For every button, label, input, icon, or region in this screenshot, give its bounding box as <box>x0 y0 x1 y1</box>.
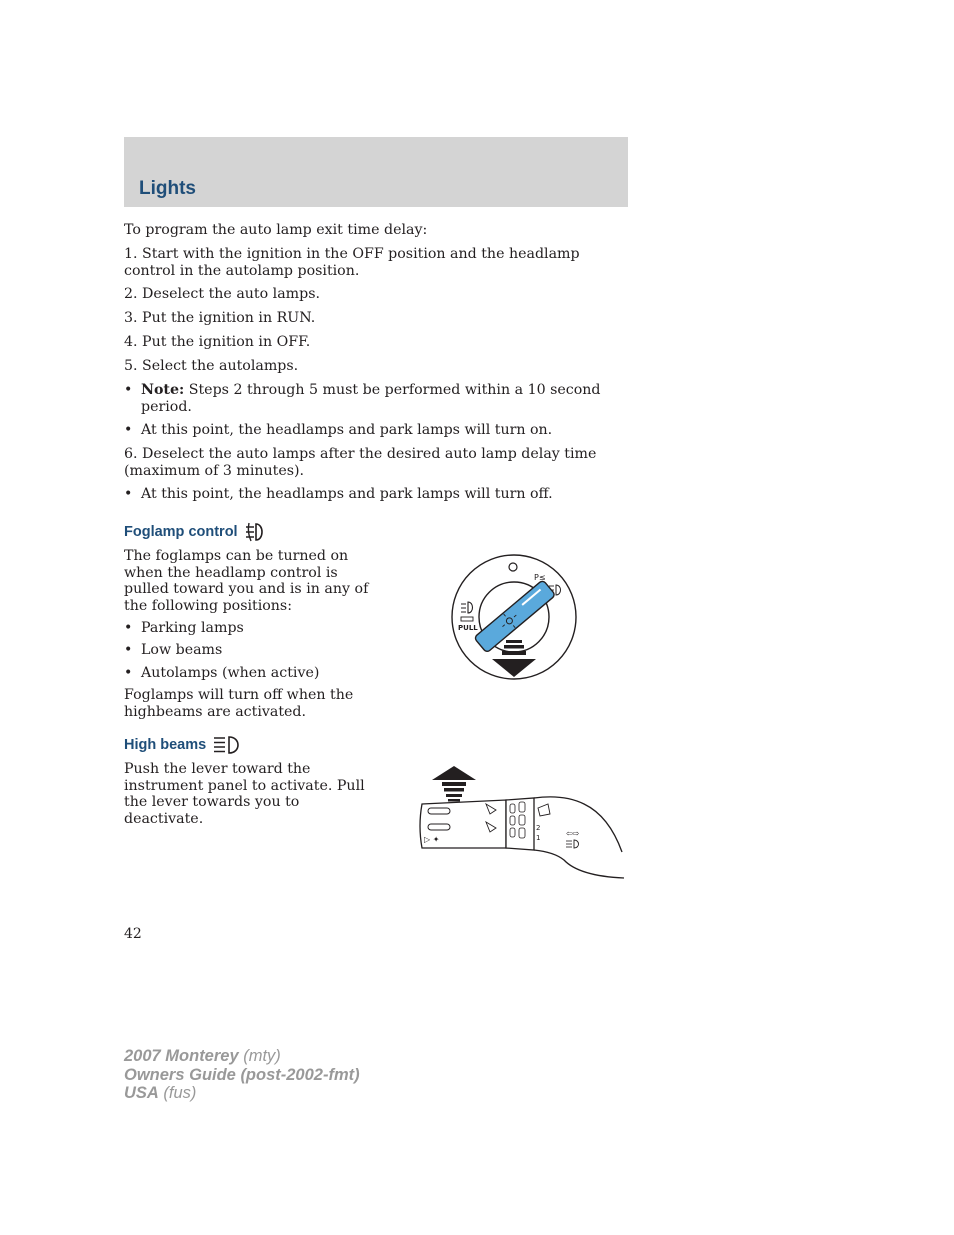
footer-line-2 <box>124 1066 360 1085</box>
footer-line-3 <box>124 1084 360 1103</box>
multifunction-lever-illustration <box>414 764 626 882</box>
bullet-dot: • <box>124 665 133 681</box>
intro-text: To program the auto lamp exit time delay: <box>124 222 428 238</box>
foglamp-heading <box>124 522 265 542</box>
step-5: 5. Select the autolamps. <box>124 358 299 374</box>
push-arrow-icon <box>432 766 476 802</box>
bullet-dot: • <box>124 486 133 502</box>
step-2: 2. Deselect the auto lamps. <box>124 286 320 302</box>
bullet-dot: • <box>124 382 133 398</box>
step-3: 3. Put the ignition in RUN. <box>124 310 316 326</box>
headlamp-dial-illustration <box>448 553 580 685</box>
step-6: 6. Deselect the auto lamps after the desired auto lamp delay time (maximum of 3 minutes). <box>124 446 597 479</box>
footer-model-code: (mty) <box>238 1047 281 1065</box>
bullet-dot: • <box>124 642 133 658</box>
lamps-on-bullet: At this point, the headlamps and park lamps will turn on. <box>141 422 553 438</box>
svg-text:P≤: P≤ <box>534 573 546 582</box>
foglamp-heading-text: Foglamp control <box>124 524 238 540</box>
foglamp-paragraph: The foglamps can be turned on when the headlamp control is pulled toward you and is in any of the following positions: <box>124 548 369 614</box>
bullet-dot: • <box>124 620 133 636</box>
svg-text:▷ ✦: ▷ ✦ <box>424 835 440 844</box>
header-band <box>124 137 628 207</box>
section-title: Lights <box>139 178 196 199</box>
lever-mark-1: 1 <box>536 834 541 842</box>
footer-region-code: (fus) <box>158 1084 197 1102</box>
note-text: Steps 2 through 5 must be performed within a 10 second period. <box>141 382 601 415</box>
highbeam-icon <box>211 735 243 755</box>
note-bullet <box>141 382 619 415</box>
footer-region: USA <box>124 1084 159 1102</box>
highbeams-heading <box>124 735 243 755</box>
footer <box>124 1047 360 1103</box>
position-autolamps: Autolamps (when active) <box>141 665 320 681</box>
bullet-dot: • <box>124 422 133 438</box>
page-number: 42 <box>124 926 142 942</box>
foglamp-closing: Foglamps will turn off when the highbeams are activated. <box>124 687 354 720</box>
step-1: 1. Start with the ignition in the OFF position and the headlamp control in the autolamp position. <box>124 246 580 279</box>
lever-mark-2: 2 <box>536 824 541 832</box>
footer-model: 2007 Monterey <box>124 1047 239 1065</box>
footer-guide: Owners Guide (post-2002-fmt) <box>124 1065 360 1084</box>
foglamp-icon <box>243 522 265 542</box>
step-4: 4. Put the ignition in OFF. <box>124 334 311 350</box>
svg-text:⇦⇨: ⇦⇨ <box>566 829 580 838</box>
highbeams-paragraph: Push the lever toward the instrument panel to activate. Pull the lever towards you to deactivate. <box>124 761 365 827</box>
pull-label: PULL <box>458 624 478 632</box>
position-low-beams: Low beams <box>141 642 223 658</box>
lamps-off-bullet: At this point, the headlamps and park lamps will turn off. <box>141 486 553 502</box>
highbeams-heading-text: High beams <box>124 737 207 753</box>
footer-line-1 <box>124 1047 360 1066</box>
note-label: Note: <box>141 382 185 398</box>
position-parking: Parking lamps <box>141 620 244 636</box>
